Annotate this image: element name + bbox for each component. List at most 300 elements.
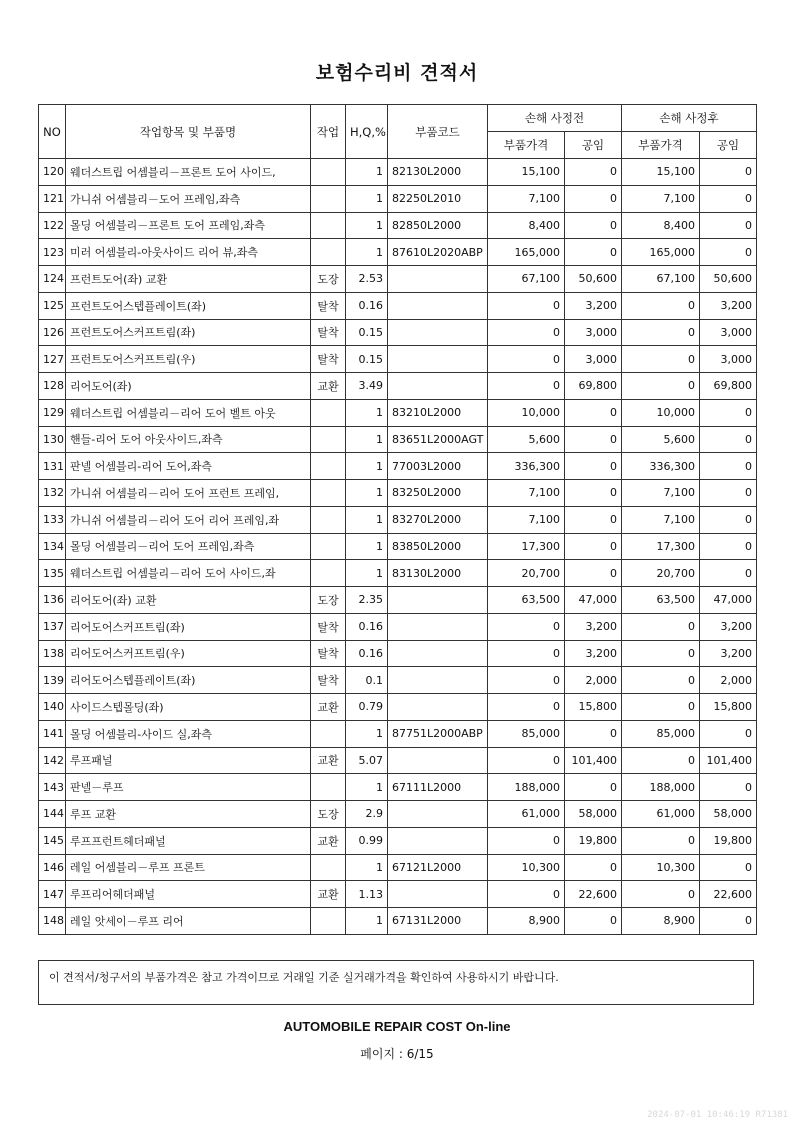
row-work: [311, 506, 346, 533]
row-labor-before: 0: [565, 159, 622, 186]
row-labor-before: 0: [565, 399, 622, 426]
row-price-after: 0: [622, 694, 700, 721]
row-work: 교환: [311, 881, 346, 908]
table-row: [39, 212, 757, 239]
row-work: 탈착: [311, 346, 346, 373]
table-row: [39, 801, 757, 828]
row-labor-after: 0: [700, 426, 757, 453]
row-item: 프런트도어(좌) 교환: [66, 266, 311, 293]
table-row: [39, 346, 757, 373]
table-row: [39, 613, 757, 640]
row-labor-before: 3,200: [565, 640, 622, 667]
row-item: 루프리어헤더패널: [66, 881, 311, 908]
row-price-before: 85,000: [488, 720, 565, 747]
row-code: 83210L2000: [388, 399, 488, 426]
table-row: [39, 506, 757, 533]
row-item: 미러 어셈블리-아웃사이드 리어 뷰,좌측: [66, 239, 311, 266]
row-no: 126: [39, 319, 66, 346]
page-title: 보험수리비 견적서: [315, 62, 479, 84]
table-row: [39, 854, 757, 881]
row-code: 82850L2000: [388, 212, 488, 239]
row-price-before: 0: [488, 292, 565, 319]
table-row: [39, 747, 757, 774]
row-price-after: 63,500: [622, 587, 700, 614]
row-price-after: 0: [622, 667, 700, 694]
row-item: 몰딩 어셈블리－프론트 도어 프레임,좌측: [66, 212, 311, 239]
row-item: 리어도어스커프트림(좌): [66, 613, 311, 640]
row-labor-before: 0: [565, 185, 622, 212]
row-price-after: 15,100: [622, 159, 700, 186]
row-work: 교환: [311, 827, 346, 854]
row-work: [311, 560, 346, 587]
row-hq: 1: [346, 774, 388, 801]
row-hq: 0.79: [346, 694, 388, 721]
row-hq: 2.35: [346, 587, 388, 614]
row-item: 사이드스텝몰딩(좌): [66, 694, 311, 721]
row-labor-before: 3,200: [565, 613, 622, 640]
row-code: [388, 801, 488, 828]
row-work: [311, 159, 346, 186]
row-item: 몰딩 어셈블리-사이드 실,좌측: [66, 720, 311, 747]
row-hq: 0.15: [346, 319, 388, 346]
row-item: 리어도어(좌) 교환: [66, 587, 311, 614]
row-no: 135: [39, 560, 66, 587]
row-labor-before: 47,000: [565, 587, 622, 614]
row-labor-after: 2,000: [700, 667, 757, 694]
row-no: 120: [39, 159, 66, 186]
table-row: [39, 266, 757, 293]
table-row: [39, 373, 757, 400]
row-work: [311, 854, 346, 881]
row-price-before: 336,300: [488, 453, 565, 480]
row-code: [388, 881, 488, 908]
row-hq: 1: [346, 908, 388, 935]
row-labor-after: 0: [700, 533, 757, 560]
row-code: 67131L2000: [388, 908, 488, 935]
table-row: [39, 292, 757, 319]
row-no: 140: [39, 694, 66, 721]
row-item: 판넬－루프: [66, 774, 311, 801]
row-price-before: 15,100: [488, 159, 565, 186]
row-no: 144: [39, 801, 66, 828]
row-labor-before: 0: [565, 560, 622, 587]
row-item: 리어도어(좌): [66, 373, 311, 400]
row-work: [311, 908, 346, 935]
row-code: 67121L2000: [388, 854, 488, 881]
row-labor-before: 3,200: [565, 292, 622, 319]
row-labor-after: 0: [700, 720, 757, 747]
row-price-before: 0: [488, 640, 565, 667]
row-no: 132: [39, 480, 66, 507]
row-hq: 1: [346, 212, 388, 239]
row-price-before: 5,600: [488, 426, 565, 453]
row-code: [388, 319, 488, 346]
row-price-before: 10,000: [488, 399, 565, 426]
row-price-after: 0: [622, 346, 700, 373]
row-labor-after: 0: [700, 212, 757, 239]
header-labor-before: 공임: [565, 132, 622, 159]
row-price-after: 0: [622, 747, 700, 774]
table-row: [39, 453, 757, 480]
table-row: [39, 720, 757, 747]
row-hq: 0.16: [346, 292, 388, 319]
table-row: [39, 827, 757, 854]
row-price-before: 0: [488, 747, 565, 774]
row-work: 탈착: [311, 613, 346, 640]
row-code: 83130L2000: [388, 560, 488, 587]
table-body: [39, 159, 757, 935]
row-item: 루프패널: [66, 747, 311, 774]
row-work: 탈착: [311, 667, 346, 694]
row-labor-after: 0: [700, 239, 757, 266]
row-price-after: 10,300: [622, 854, 700, 881]
row-price-after: 7,100: [622, 506, 700, 533]
header-work: 작업: [311, 105, 346, 159]
row-price-after: 67,100: [622, 266, 700, 293]
row-no: 147: [39, 881, 66, 908]
table-row: [39, 587, 757, 614]
row-labor-after: 0: [700, 774, 757, 801]
header-code: 부품코드: [388, 105, 488, 159]
row-hq: 2.9: [346, 801, 388, 828]
row-code: 83651L2000AGT: [388, 426, 488, 453]
row-labor-before: 15,800: [565, 694, 622, 721]
row-labor-before: 3,000: [565, 346, 622, 373]
row-price-after: 17,300: [622, 533, 700, 560]
row-no: 134: [39, 533, 66, 560]
row-work: 교환: [311, 694, 346, 721]
table-row: [39, 533, 757, 560]
row-no: 137: [39, 613, 66, 640]
row-hq: 1: [346, 533, 388, 560]
row-labor-after: 3,200: [700, 613, 757, 640]
row-item: 리어도어스텝플레이트(좌): [66, 667, 311, 694]
row-item: 프런트도어스커프트림(우): [66, 346, 311, 373]
row-price-after: 0: [622, 613, 700, 640]
row-work: 도장: [311, 587, 346, 614]
table-row: [39, 640, 757, 667]
row-no: 131: [39, 453, 66, 480]
row-work: 탈착: [311, 319, 346, 346]
row-hq: 0.1: [346, 667, 388, 694]
row-item: 웨더스트립 어셈블리－프론트 도어 사이드,: [66, 159, 311, 186]
row-price-after: 0: [622, 881, 700, 908]
row-price-before: 7,100: [488, 480, 565, 507]
row-work: [311, 212, 346, 239]
table-row: [39, 399, 757, 426]
row-labor-after: 0: [700, 506, 757, 533]
row-item: 가니쉬 어셈블리－리어 도어 리어 프레임,좌: [66, 506, 311, 533]
row-price-before: 63,500: [488, 587, 565, 614]
row-work: [311, 239, 346, 266]
row-price-before: 165,000: [488, 239, 565, 266]
row-no: 122: [39, 212, 66, 239]
row-labor-after: 3,000: [700, 346, 757, 373]
row-work: [311, 426, 346, 453]
row-no: 139: [39, 667, 66, 694]
row-price-before: 8,400: [488, 212, 565, 239]
row-code: 83850L2000: [388, 533, 488, 560]
row-labor-before: 0: [565, 908, 622, 935]
row-no: 124: [39, 266, 66, 293]
row-price-before: 7,100: [488, 506, 565, 533]
table-row: [39, 560, 757, 587]
row-work: [311, 720, 346, 747]
header-row-1: [39, 105, 757, 132]
row-price-after: 61,000: [622, 801, 700, 828]
row-labor-before: 2,000: [565, 667, 622, 694]
row-price-after: 10,000: [622, 399, 700, 426]
table-row: [39, 667, 757, 694]
row-labor-before: 0: [565, 854, 622, 881]
row-work: 탈착: [311, 292, 346, 319]
row-labor-after: 15,800: [700, 694, 757, 721]
row-price-after: 0: [622, 640, 700, 667]
row-code: [388, 827, 488, 854]
row-hq: 1: [346, 506, 388, 533]
row-hq: 3.49: [346, 373, 388, 400]
row-code: [388, 694, 488, 721]
row-price-after: 188,000: [622, 774, 700, 801]
row-labor-before: 22,600: [565, 881, 622, 908]
table-row: [39, 426, 757, 453]
row-code: [388, 640, 488, 667]
row-labor-after: 0: [700, 908, 757, 935]
row-hq: 1: [346, 159, 388, 186]
table-row: [39, 239, 757, 266]
row-price-before: 188,000: [488, 774, 565, 801]
row-price-before: 7,100: [488, 185, 565, 212]
row-item: 핸들-리어 도어 아웃사이드,좌측: [66, 426, 311, 453]
row-code: 83250L2000: [388, 480, 488, 507]
row-item: 리어도어스커프트림(우): [66, 640, 311, 667]
row-labor-after: 50,600: [700, 266, 757, 293]
table-row: [39, 881, 757, 908]
row-labor-after: 19,800: [700, 827, 757, 854]
row-code: 67111L2000: [388, 774, 488, 801]
row-item: 레일 앗세이－루프 리어: [66, 908, 311, 935]
row-item: 레일 어셈블리－루프 프론트: [66, 854, 311, 881]
row-price-before: 0: [488, 319, 565, 346]
row-no: 130: [39, 426, 66, 453]
row-price-before: 0: [488, 881, 565, 908]
row-no: 133: [39, 506, 66, 533]
row-hq: 1.13: [346, 881, 388, 908]
header-price-after: 부품가격: [622, 132, 700, 159]
row-labor-before: 0: [565, 426, 622, 453]
row-labor-after: 0: [700, 453, 757, 480]
row-hq: 1: [346, 720, 388, 747]
row-hq: 5.07: [346, 747, 388, 774]
row-labor-before: 58,000: [565, 801, 622, 828]
row-work: 도장: [311, 266, 346, 293]
print-timestamp: 2024-07-01 10:46:19 R71381: [647, 1110, 788, 1120]
price-notice: 이 견적서/청구서의 부품가격은 참고 가격이므로 거래일 기준 실거래가격을 확인하여 사용하시기 바랍니다.: [38, 960, 754, 1005]
row-price-after: 336,300: [622, 453, 700, 480]
row-price-after: 8,400: [622, 212, 700, 239]
row-labor-before: 0: [565, 480, 622, 507]
row-code: 82250L2010: [388, 185, 488, 212]
row-labor-before: 0: [565, 212, 622, 239]
row-price-before: 0: [488, 373, 565, 400]
row-labor-before: 0: [565, 533, 622, 560]
header-price-before: 부품가격: [488, 132, 565, 159]
row-item: 웨더스트립 어셈블리－리어 도어 벨트 아웃: [66, 399, 311, 426]
row-no: 125: [39, 292, 66, 319]
row-no: 146: [39, 854, 66, 881]
row-labor-before: 69,800: [565, 373, 622, 400]
row-hq: 1: [346, 399, 388, 426]
row-hq: 1: [346, 185, 388, 212]
row-labor-after: 3,000: [700, 319, 757, 346]
row-code: 87610L2020ABP: [388, 239, 488, 266]
row-price-after: 5,600: [622, 426, 700, 453]
row-labor-after: 0: [700, 159, 757, 186]
row-hq: 1: [346, 480, 388, 507]
footer-title: AUTOMOBILE REPAIR COST On-line: [283, 1019, 511, 1034]
row-item: 가니쉬 어셈블리－리어 도어 프런트 프레임,: [66, 480, 311, 507]
row-item: 판넬 어셈블리-리어 도어,좌측: [66, 453, 311, 480]
row-no: 138: [39, 640, 66, 667]
row-price-before: 20,700: [488, 560, 565, 587]
header-no: NO: [39, 105, 66, 159]
row-code: 87751L2000ABP: [388, 720, 488, 747]
row-work: 교환: [311, 373, 346, 400]
row-code: [388, 346, 488, 373]
row-price-before: 10,300: [488, 854, 565, 881]
row-hq: 0.16: [346, 640, 388, 667]
row-work: [311, 453, 346, 480]
row-labor-after: 0: [700, 399, 757, 426]
row-labor-after: 0: [700, 480, 757, 507]
header-item: 작업항목 및 부품명: [66, 105, 311, 159]
row-labor-after: 58,000: [700, 801, 757, 828]
row-labor-after: 47,000: [700, 587, 757, 614]
row-no: 145: [39, 827, 66, 854]
row-no: 123: [39, 239, 66, 266]
row-price-after: 0: [622, 319, 700, 346]
row-price-after: 7,100: [622, 185, 700, 212]
row-item: 웨더스트립 어셈블리－리어 도어 사이드,좌: [66, 560, 311, 587]
row-work: 교환: [311, 747, 346, 774]
table-row: [39, 908, 757, 935]
row-price-before: 17,300: [488, 533, 565, 560]
row-price-after: 8,900: [622, 908, 700, 935]
row-price-after: 0: [622, 292, 700, 319]
row-price-before: 0: [488, 694, 565, 721]
row-labor-after: 22,600: [700, 881, 757, 908]
row-hq: 1: [346, 426, 388, 453]
row-code: 83270L2000: [388, 506, 488, 533]
row-no: 141: [39, 720, 66, 747]
row-labor-after: 0: [700, 854, 757, 881]
row-labor-before: 0: [565, 239, 622, 266]
row-price-after: 85,000: [622, 720, 700, 747]
row-hq: 0.16: [346, 613, 388, 640]
row-hq: 2.53: [346, 266, 388, 293]
row-work: [311, 774, 346, 801]
row-item: 루프 교환: [66, 801, 311, 828]
row-labor-before: 3,000: [565, 319, 622, 346]
header-labor-after: 공임: [700, 132, 757, 159]
row-hq: 1: [346, 453, 388, 480]
row-code: 82130L2000: [388, 159, 488, 186]
row-price-before: 61,000: [488, 801, 565, 828]
header-before: 손해 사정전: [488, 105, 622, 132]
row-labor-after: 3,200: [700, 640, 757, 667]
row-hq: 1: [346, 560, 388, 587]
row-price-before: 0: [488, 613, 565, 640]
table-row: [39, 159, 757, 186]
row-price-after: 0: [622, 373, 700, 400]
row-item: 프런트도어스텝플레이트(좌): [66, 292, 311, 319]
row-labor-before: 50,600: [565, 266, 622, 293]
row-no: 136: [39, 587, 66, 614]
row-labor-before: 19,800: [565, 827, 622, 854]
row-price-before: 0: [488, 346, 565, 373]
row-item: 몰딩 어셈블리－리어 도어 프레임,좌측: [66, 533, 311, 560]
table-row: [39, 319, 757, 346]
row-code: [388, 667, 488, 694]
row-labor-after: 0: [700, 185, 757, 212]
row-price-after: 0: [622, 827, 700, 854]
row-no: 127: [39, 346, 66, 373]
header-after: 손해 사정후: [622, 105, 757, 132]
row-labor-before: 0: [565, 506, 622, 533]
row-code: [388, 747, 488, 774]
row-price-before: 67,100: [488, 266, 565, 293]
row-labor-after: 3,200: [700, 292, 757, 319]
row-labor-before: 0: [565, 720, 622, 747]
row-labor-after: 69,800: [700, 373, 757, 400]
row-no: 128: [39, 373, 66, 400]
row-hq: 1: [346, 239, 388, 266]
row-item: 루프프런트헤더패널: [66, 827, 311, 854]
row-no: 121: [39, 185, 66, 212]
row-work: 탈착: [311, 640, 346, 667]
row-hq: 1: [346, 854, 388, 881]
row-labor-after: 0: [700, 560, 757, 587]
row-labor-before: 101,400: [565, 747, 622, 774]
row-work: [311, 399, 346, 426]
row-no: 143: [39, 774, 66, 801]
row-work: [311, 480, 346, 507]
row-price-after: 165,000: [622, 239, 700, 266]
row-code: [388, 613, 488, 640]
table-row: [39, 774, 757, 801]
row-work: 도장: [311, 801, 346, 828]
row-labor-before: 0: [565, 453, 622, 480]
row-price-before: 0: [488, 827, 565, 854]
row-labor-after: 101,400: [700, 747, 757, 774]
header-hq: H,Q,%: [346, 105, 388, 159]
row-code: 77003L2000: [388, 453, 488, 480]
row-code: [388, 373, 488, 400]
table-row: [39, 694, 757, 721]
table-row: [39, 480, 757, 507]
row-work: [311, 185, 346, 212]
row-no: 148: [39, 908, 66, 935]
row-no: 129: [39, 399, 66, 426]
estimate-table: [38, 104, 757, 935]
row-code: [388, 587, 488, 614]
row-price-after: 20,700: [622, 560, 700, 587]
row-no: 142: [39, 747, 66, 774]
row-price-after: 7,100: [622, 480, 700, 507]
row-price-before: 0: [488, 667, 565, 694]
row-item: 가니쉬 어셈블리－도어 프레임,좌측: [66, 185, 311, 212]
row-work: [311, 533, 346, 560]
